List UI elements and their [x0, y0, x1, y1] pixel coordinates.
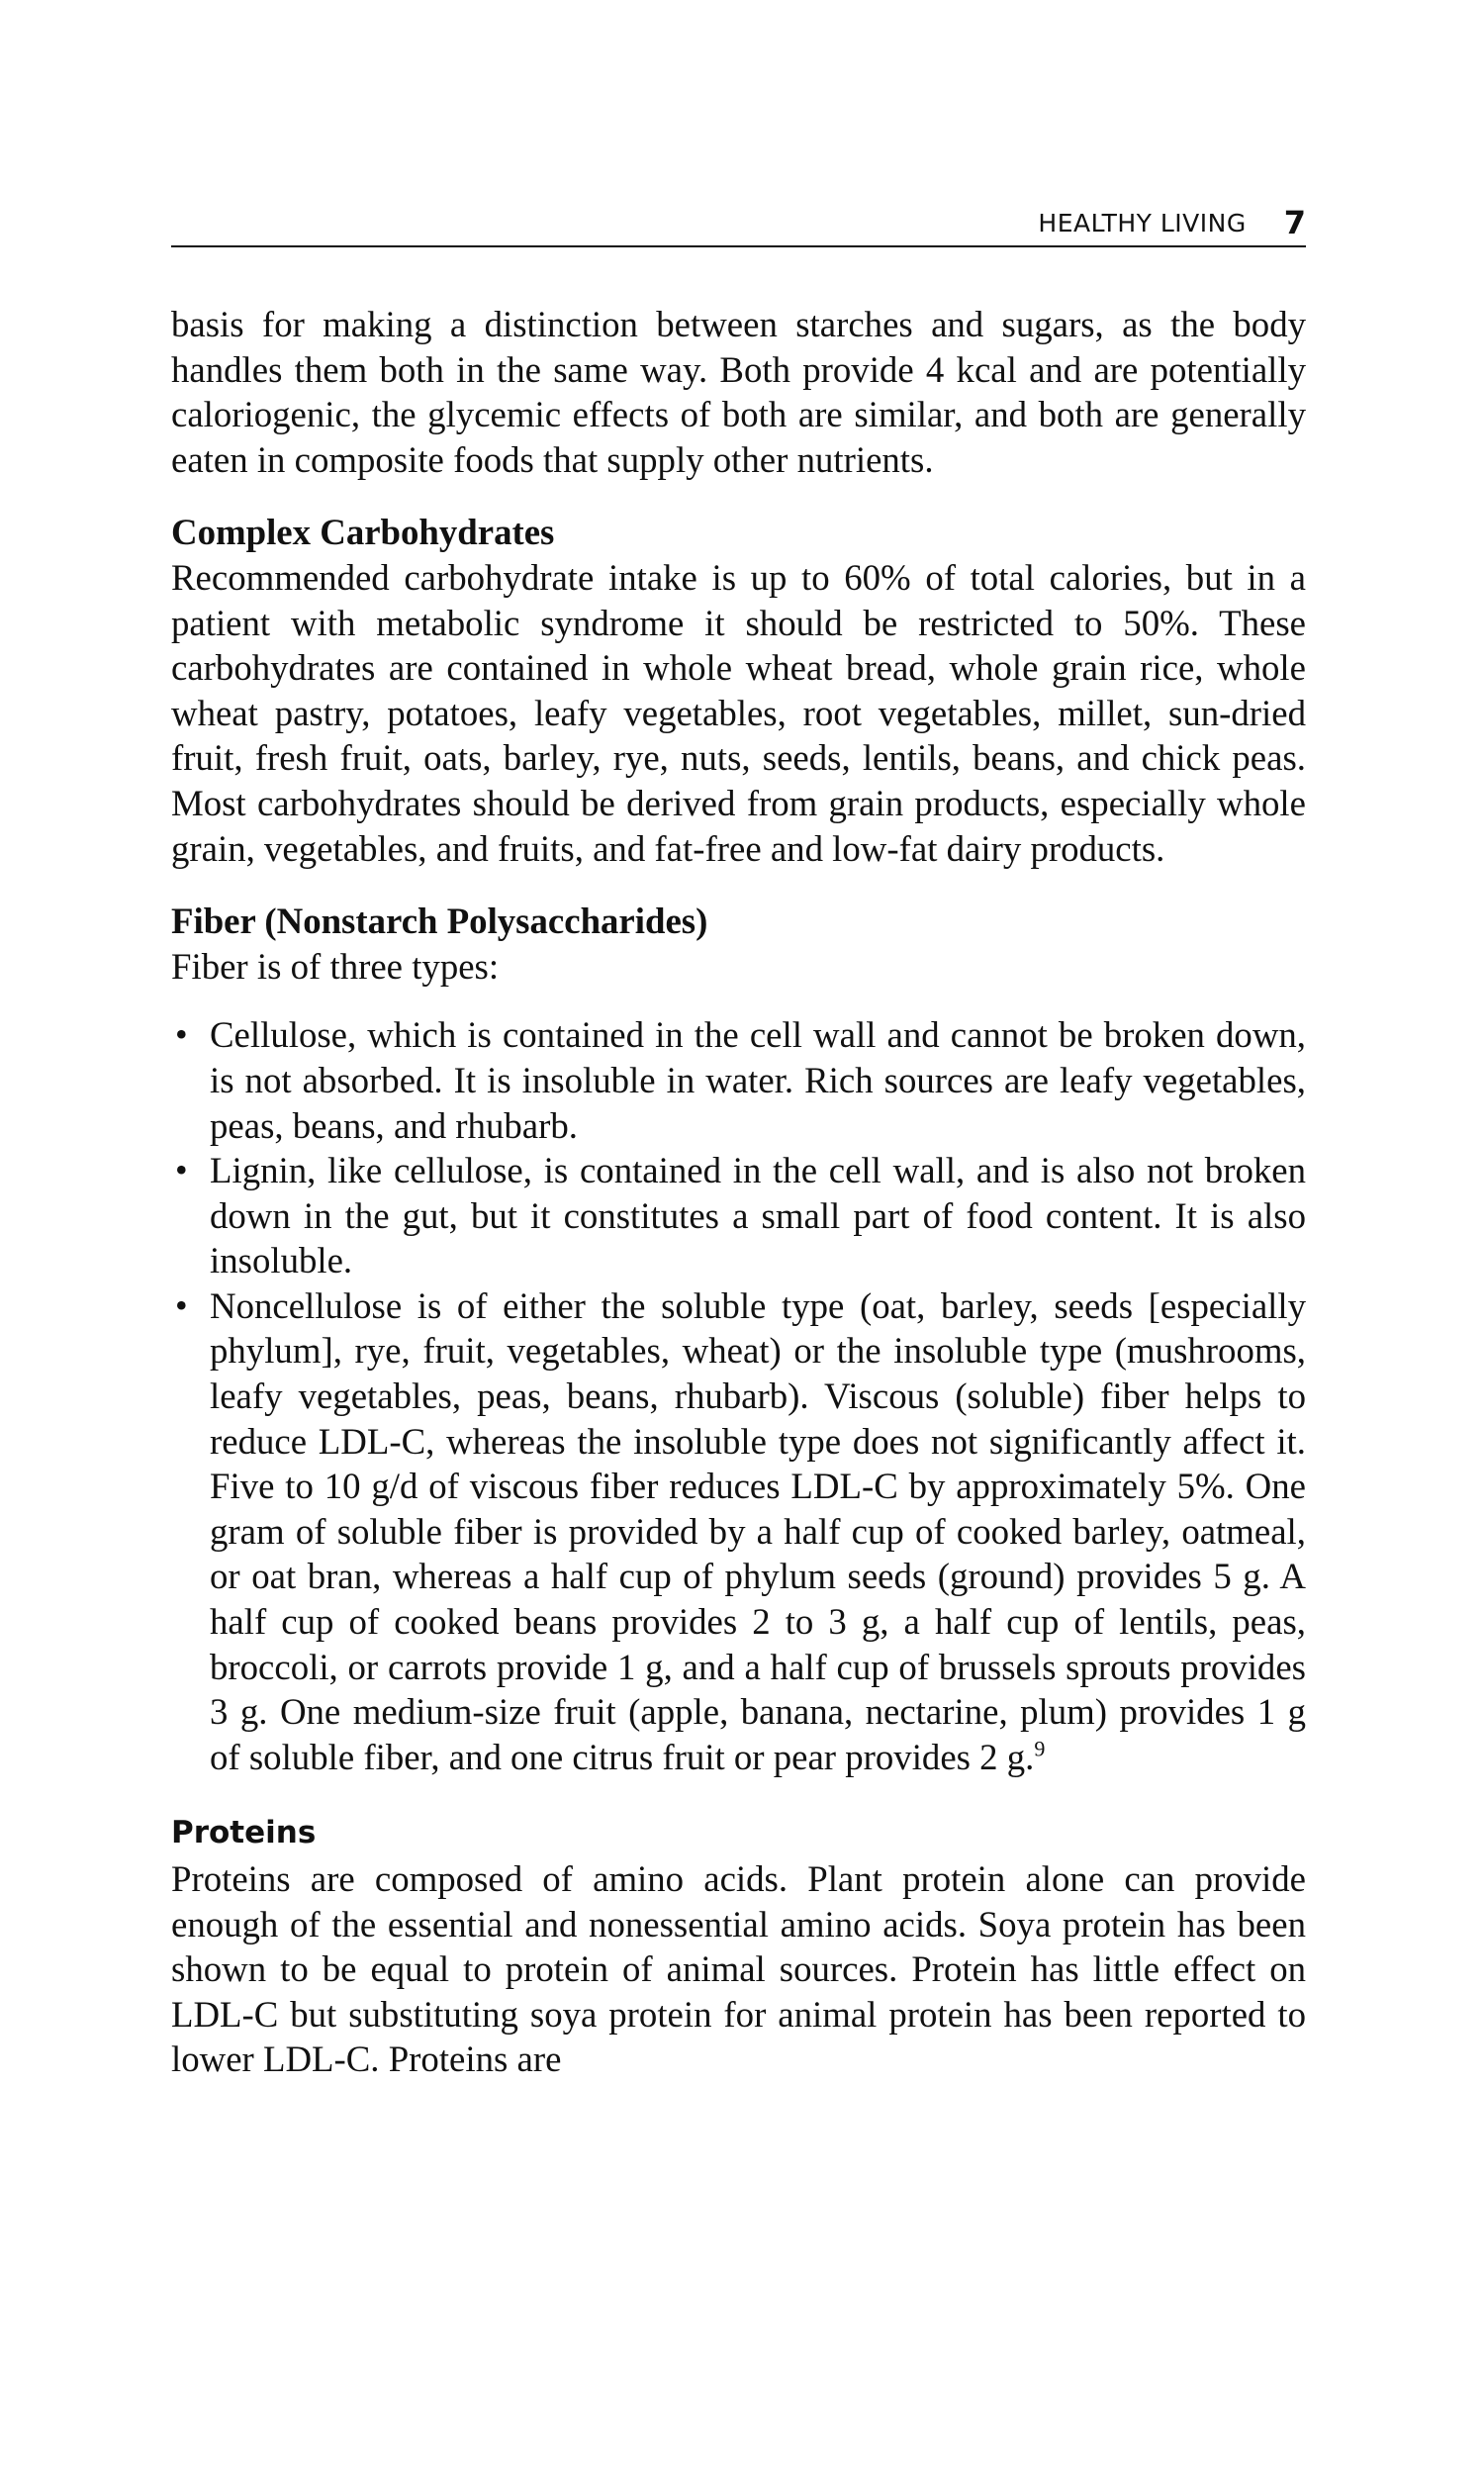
list-item-text: Noncellulose is of either the soluble type (oat, barley, seeds [especially phylum], rye, fruit, vegetables, wheat) or the insoluble type (mushrooms, leafy vegetables, peas, beans, rhubarb). Viscous (soluble) fiber helps to reduce LDL-C, whereas the insoluble type does not significantly affect it. Five to 10 g/d of viscous fiber reduces LDL-C by approximately 5%. One gram of soluble fiber is provided by a half cup of cooked barley, oatmeal, or oat bran, whereas a half cup of phylum seeds (ground) provides 5 g. A half cup of cooked beans provides 2 to 3 g, a half cup of lentils, peas, broccoli, or carrots provide 1 g, and a half cup of brussels sprouts provides 3 g. One medium-size fruit (apple, banana, nectarine, plum) provides 1 g of soluble fiber, and one citrus fruit or pear provides 2 g. — [210, 1284, 1306, 1777]
list-item-cellulose — [171, 1012, 1306, 1148]
running-title: HEALTHY LIVING — [1038, 209, 1247, 237]
list-item-text: Lignin, like cellulose, is contained in the cell wall, and is also not broken down in the gut, but it constitutes a small part of food content. It is also insoluble. — [210, 1150, 1306, 1281]
fiber-intro: Fiber is of three types: — [171, 945, 500, 987]
list-item-lignin — [171, 1148, 1306, 1283]
complex-carbohydrates-heading: Complex Carbohydrates — [171, 512, 555, 553]
fiber-types-list — [171, 1012, 1306, 1779]
page-number: 7 — [1283, 204, 1306, 241]
proteins-heading: Proteins — [171, 1815, 317, 1851]
bullet-icon: • — [175, 1150, 188, 1190]
fiber-heading: Fiber (Nonstarch Polysaccharides) — [171, 901, 708, 942]
running-header — [171, 198, 1306, 247]
proteins-paragraph: Proteins are composed of amino acids. Plant protein alone can provide enough of the essential and nonessential amino acids. Soya protein has been shown to be equal to protein of animal sources. Protein has little effect on LDL-C but substituting soya protein for animal protein has been reported to lower LDL-C. Proteins are — [171, 1858, 1306, 2080]
intro-paragraph: basis for making a distinction between starches and sugars, as the body handles them both in the same way. Both provide 4 kcal and are potentially caloriogenic, the glycemic effects of both are similar, and both are generally eaten in composite foods that supply other nutrients. — [171, 304, 1306, 480]
footnote-reference: 9 — [1034, 1736, 1046, 1761]
list-item-noncellulose — [171, 1283, 1306, 1780]
body-text — [171, 302, 1306, 2082]
list-item-text: Cellulose, which is contained in the cell wall and cannot be broken down, is not absorbed. It is insoluble in water. Rich sources are leafy vegetables, peas, beans, and rhubarb. — [210, 1014, 1306, 1146]
bullet-icon: • — [175, 1284, 188, 1325]
complex-carbohydrates-paragraph: Recommended carbohydrate intake is up to 60% of total calories, but in a patient with metabolic syndrome it should be restricted to 50%. These carbohydrates are contained in whole wheat bread, whole grain rice, whole wheat pastry, potatoes, leafy vegetables, root vegetables, millet, sun-dried fruit, fresh fruit, oats, barley, rye, nuts, seeds, lentils, beans, and chick peas. Most carbohydrates should be derived from grain products, especially whole grain, vegetables, and fruits, and fat-free and low-fat dairy products. — [171, 556, 1306, 869]
bullet-icon: • — [175, 1014, 188, 1055]
